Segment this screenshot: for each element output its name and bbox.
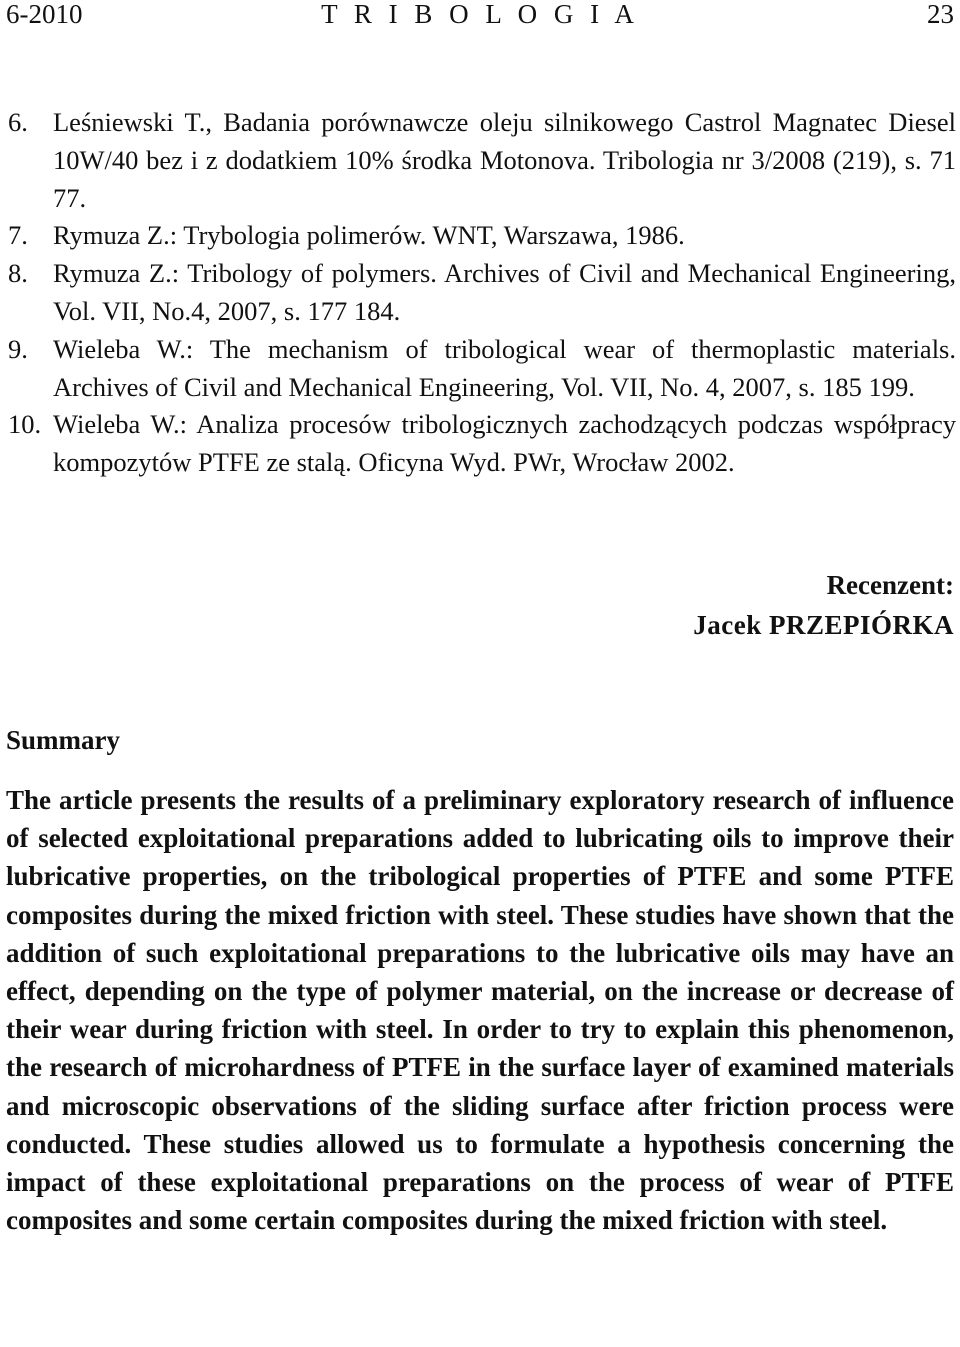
- page-number: 23: [927, 0, 954, 29]
- reviewer-block: [693, 565, 954, 645]
- reference-item: [8, 255, 956, 331]
- reference-item: [8, 406, 956, 482]
- reference-number: 10.: [8, 409, 42, 440]
- reference-number: 9.: [8, 333, 28, 364]
- reference-text: Rymuza Z.: Tribology of polymers. Archives of Civil and Mechanical Engineering, Vol. VII, No.4, 2007, s. 177 184.: [53, 258, 956, 326]
- reference-item: [8, 331, 956, 407]
- reference-list: [8, 104, 956, 482]
- summary-text: The article presents the results of a preliminary exploratory research of influence of selected exploitational preparations added to lubricating oils to improve their lubricative properties, on the tribological properties of PTFE and some PTFE composites during the mixed friction with steel. These studies have shown that the addition of such exploitational preparations to the lubricative oils may have an effect, depending on the type of polymer material, on the increase or decrease of their wear during friction with steel. In order to try to explain this phenomenon, the research of microhardness of PTFE in the surface layer of examined materials and microscopic observations of the sliding surface after friction process were conducted. These studies allowed us to formulate a hypothesis concerning the impact of these exploitational preparations on the process of wear of PTFE composites and some certain composites during the mixed friction with steel.: [6, 785, 954, 1236]
- issue-number: 6-2010: [6, 0, 83, 29]
- page-header: [6, 0, 954, 28]
- reference-item: [8, 217, 956, 255]
- reviewer-label: Recenzent:: [826, 570, 954, 600]
- reviewer-name: Jacek PRZEPIÓRKA: [693, 610, 954, 640]
- reference-text: Rymuza Z.: Trybologia polimerów. WNT, Warszawa, 1986.: [53, 220, 685, 251]
- summary-heading: Summary: [6, 725, 120, 755]
- reference-text: Leśniewski T., Badania porównawcze oleju silnikowego Castrol Magnatec Diesel 10W/40 bez i z dodatkiem 10% środka Motonova. Tribologia nr 3/2008 (219), s. 71 77.: [53, 107, 956, 213]
- reference-number: 7.: [8, 220, 28, 251]
- journal-title: T R I B O L O G I A: [321, 0, 639, 29]
- reference-number: 8.: [8, 258, 28, 289]
- reference-item: [8, 104, 956, 217]
- reference-number: 6.: [8, 107, 28, 137]
- reference-text: Wieleba W.: Analiza procesów tribologicznych zachodzących podczas współpracy kompozytów PTFE ze stalą. Oficyna Wyd. PWr, Wrocław 2002.: [53, 409, 956, 478]
- reference-text: Wieleba W.: The mechanism of tribological wear of thermoplastic materials. Archives of Civil and Mechanical Engineering, Vol. VII, No. 4, 2007, s. 185 199.: [53, 333, 956, 402]
